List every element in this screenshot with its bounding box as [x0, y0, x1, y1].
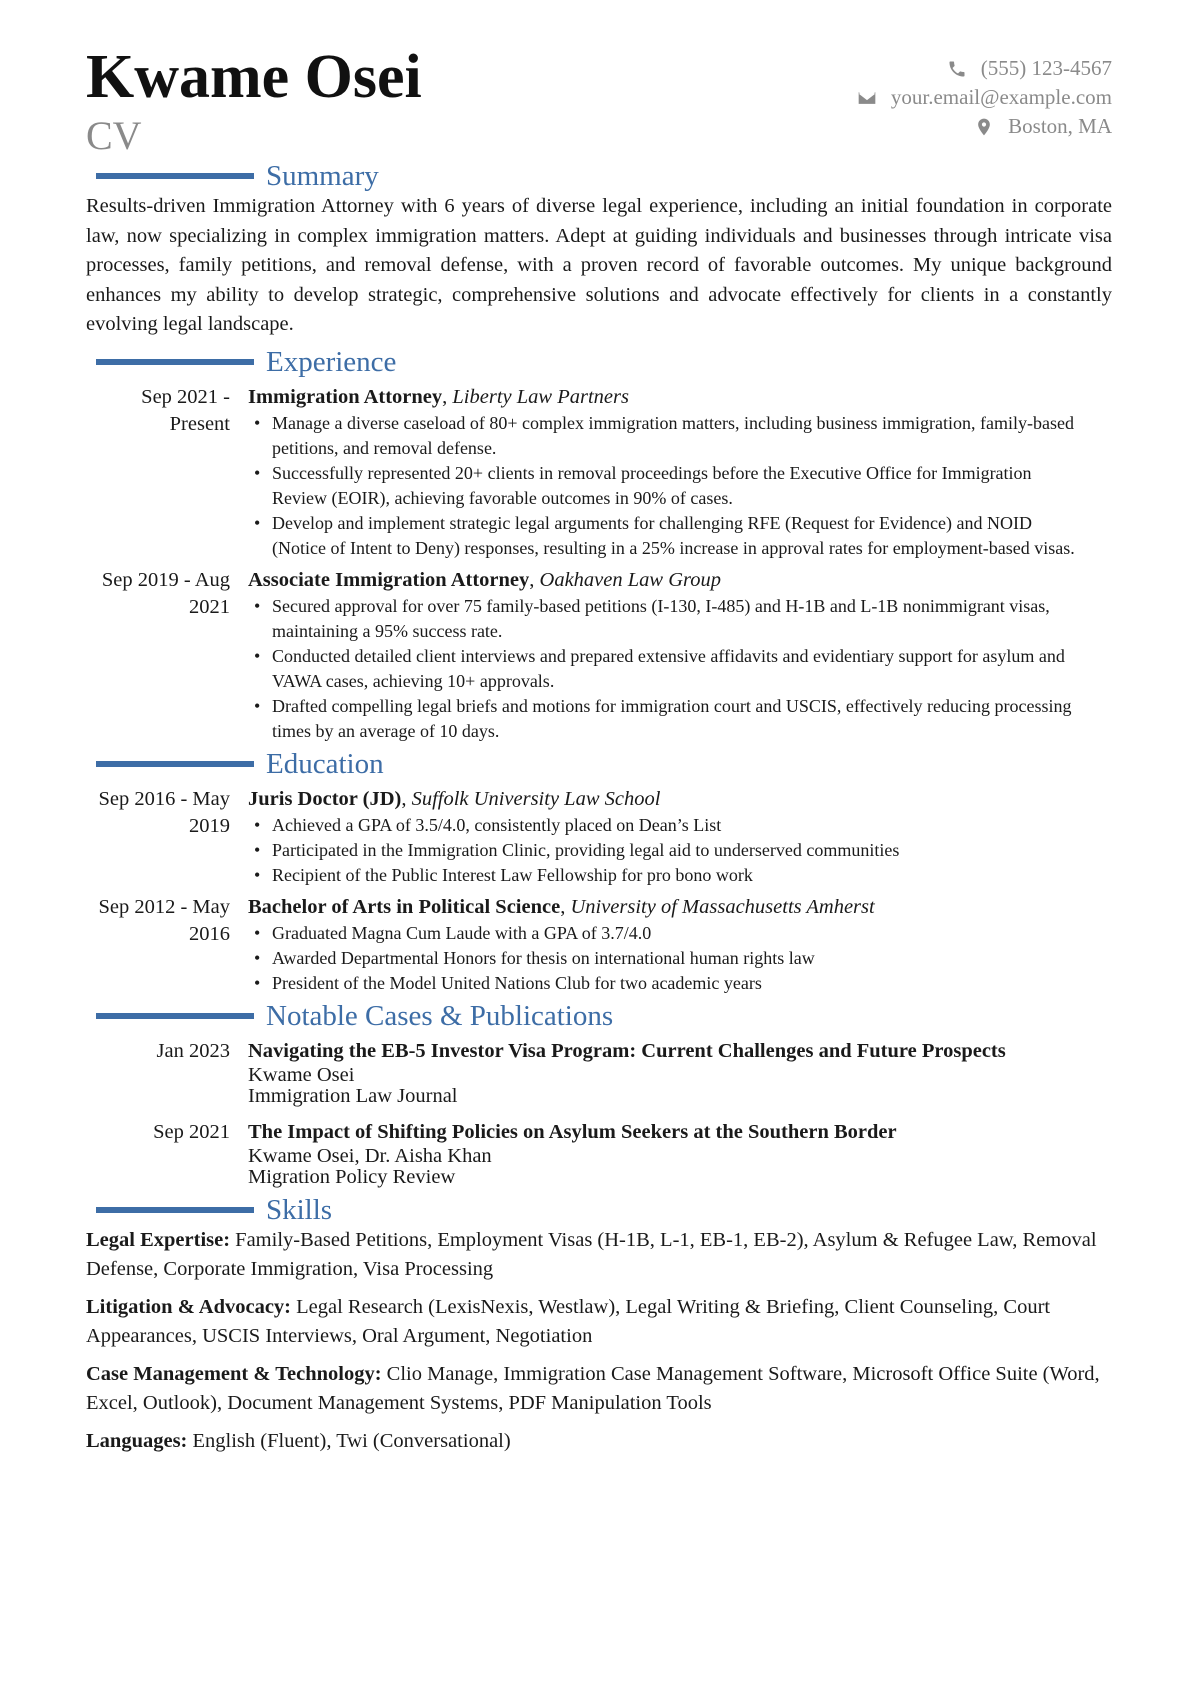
- bullet-item: • Recipient of the Public Interest Law Fellowship for pro bono work: [248, 863, 1112, 888]
- email-link[interactable]: your.email@example.com: [890, 85, 1112, 109]
- section-title: Education: [266, 747, 384, 780]
- skill-label: Languages:: [86, 1429, 188, 1452]
- entry-date: Sep 2019 - Aug 2021: [101, 568, 230, 618]
- bullet-item: • Participated in the Immigration Clinic, providing legal aid to underserved communities: [248, 838, 1112, 863]
- entry-separator: ,: [442, 385, 453, 408]
- summary-heading: [86, 160, 1112, 192]
- experience-heading: [86, 346, 1112, 378]
- map-pin-icon: [974, 117, 994, 137]
- entry-organization: Suffolk University Law School: [411, 787, 661, 810]
- contact-location: [857, 112, 1112, 141]
- entry-content: [248, 567, 1112, 744]
- summary-text: Results-driven Immigration Attorney with 6 years of diverse legal experience, including an initial foundation in corporate law, now specializing in complex immigration matters. Adept at guiding individuals and businesses through intricate visa processes, family petitions, and removal defense, with a proven record of favorable outcomes. My unique background enhances my ability to develop strategic, comprehensive solutions and advocate effectively for clients in a constantly evolving legal landscape.: [86, 195, 1112, 335]
- section-rule: [96, 359, 254, 365]
- person-name: Kwame Osei: [86, 43, 422, 111]
- bullet-item: • Conducted detailed client interviews and prepared extensive affidavits and evidentiary support for asylum and VAWA cases, achieving 10+ approvals.: [248, 644, 1112, 694]
- publication-venue: Immigration Law Journal: [248, 1084, 458, 1107]
- entry-title: [248, 567, 1112, 594]
- bullet-item: • Achieved a GPA of 3.5/4.0, consistently placed on Dean’s List: [248, 813, 1112, 838]
- entry-role: Immigration Attorney: [248, 385, 443, 408]
- entry-title: [248, 384, 1112, 411]
- publication-authors: Kwame Osei, Dr. Aisha Khan: [248, 1144, 492, 1167]
- skills-heading: [86, 1194, 1112, 1226]
- entry-bullets: [248, 594, 1112, 744]
- entry-title: [248, 894, 1112, 921]
- bullet-item: • Drafted compelling legal briefs and motions for immigration court and USCIS, effectively reducing processing times by an average of 10 days.: [248, 694, 1112, 744]
- envelope-icon: [857, 88, 877, 108]
- document-subtitle: CV: [86, 113, 142, 158]
- experience-entry: [86, 567, 1112, 744]
- skill-text: English (Fluent), Twi (Conversational): [192, 1429, 511, 1452]
- publication-date: Jan 2023: [156, 1039, 230, 1062]
- skill-group: [86, 1427, 1112, 1456]
- skill-label: Litigation & Advocacy:: [86, 1295, 291, 1318]
- cv-page: [86, 40, 1112, 1465]
- publication-entry: [86, 1119, 1112, 1188]
- skill-group: [86, 1226, 1112, 1284]
- skill-group: [86, 1293, 1112, 1351]
- publication-content: [248, 1038, 1112, 1107]
- bullet-item: • Successfully represented 20+ clients in removal proceedings before the Executive Office for Immigration Review (EOIR), achieving favorable outcomes in 90% of cases.: [248, 461, 1112, 511]
- entry-role: Juris Doctor (JD): [248, 787, 402, 810]
- entry-bullets: [248, 921, 1112, 996]
- section-rule: [96, 1013, 254, 1019]
- education-heading: [86, 748, 1112, 780]
- skill-text: Legal Research (LexisNexis, Westlaw), Legal Writing & Briefing, Client Counseling, Court Appearances, USCIS Interviews, Oral Argument, Negotiation: [86, 1295, 1051, 1347]
- entry-organization: University of Massachusetts Amherst: [570, 895, 875, 918]
- entry-content: [248, 384, 1112, 561]
- entry-separator: ,: [529, 568, 540, 591]
- publications-heading: [86, 1000, 1112, 1032]
- bullet-item: • Develop and implement strategic legal arguments for challenging RFE (Request for Evidence) and NOID (Notice of Intent to Deny) responses, resulting in a 25% increase in approval rates for employment-based visas.: [248, 511, 1112, 561]
- skill-group: [86, 1360, 1112, 1418]
- phone-icon: [947, 59, 967, 79]
- contact-phone: [857, 54, 1112, 83]
- phone-text: (555) 123-4567: [980, 56, 1112, 80]
- entry-organization: Liberty Law Partners: [452, 385, 629, 408]
- publications-list: [86, 1038, 1112, 1188]
- education-list: [86, 786, 1112, 996]
- entry-organization: Oakhaven Law Group: [539, 568, 721, 591]
- entry-role: Bachelor of Arts in Political Science: [248, 895, 561, 918]
- entry-date: Sep 2012 - May 2016: [98, 895, 230, 945]
- bullet-item: • Graduated Magna Cum Laude with a GPA of 3.7/4.0: [248, 921, 1112, 946]
- publication-date: Sep 2021: [153, 1120, 230, 1143]
- entry-bullets: [248, 813, 1112, 888]
- bullet-item: • Secured approval for over 75 family-based petitions (I-130, I-485) and H-1B and L-1B nonimmigrant visas, maintaining a 95% success rate.: [248, 594, 1112, 644]
- entry-date: Sep 2021 - Present: [141, 385, 230, 435]
- entry-content: [248, 786, 1112, 888]
- section-title: Summary: [266, 160, 379, 192]
- publication-title: Navigating the EB-5 Investor Visa Program: Current Challenges and Future Prospects: [248, 1039, 1006, 1062]
- publication-venue: Migration Policy Review: [248, 1165, 456, 1188]
- entry-separator: ,: [401, 787, 412, 810]
- bullet-item: • Awarded Departmental Honors for thesis on international human rights law: [248, 946, 1112, 971]
- entry-content: [248, 894, 1112, 996]
- skills-list: [86, 1226, 1112, 1456]
- location-text: Boston, MA: [1008, 114, 1112, 138]
- publication-content: [248, 1119, 1112, 1188]
- skill-label: Case Management & Technology:: [86, 1362, 382, 1385]
- entry-title: [248, 786, 1112, 813]
- experience-entry: [86, 384, 1112, 561]
- skill-text: Family-Based Petitions, Employment Visas (H-1B, L-1, EB-1, EB-2), Asylum & Refugee Law, Removal Defense, Corporate Immigration, Visa Processing: [86, 1228, 1097, 1280]
- section-title: Experience: [266, 345, 397, 378]
- publication-authors: Kwame Osei: [248, 1063, 355, 1086]
- entry-separator: ,: [560, 895, 571, 918]
- experience-list: [86, 384, 1112, 744]
- skill-text: Clio Manage, Immigration Case Management Software, Microsoft Office Suite (Word, Excel, Outlook), Document Management Systems, PDF Manipulation Tools: [86, 1362, 1100, 1414]
- bullet-item: • Manage a diverse caseload of 80+ complex immigration matters, including business immigration, family-based petitions, and removal defense.: [248, 411, 1112, 461]
- section-rule: [96, 1207, 254, 1213]
- section-title: Notable Cases & Publications: [266, 999, 614, 1032]
- publication-entry: [86, 1038, 1112, 1107]
- section-title: Skills: [266, 1193, 333, 1226]
- header: [86, 40, 1112, 158]
- education-entry: [86, 786, 1112, 888]
- education-entry: [86, 894, 1112, 996]
- skill-label: Legal Expertise:: [86, 1228, 231, 1251]
- contact-block: [857, 54, 1112, 141]
- entry-date: Sep 2016 - May 2019: [98, 787, 230, 837]
- entry-role: Associate Immigration Attorney: [248, 568, 530, 591]
- bullet-item: • President of the Model United Nations Club for two academic years: [248, 971, 1112, 996]
- section-rule: [96, 173, 254, 179]
- section-rule: [96, 761, 254, 767]
- publication-title: The Impact of Shifting Policies on Asylum Seekers at the Southern Border: [248, 1120, 897, 1143]
- contact-email: [857, 83, 1112, 112]
- entry-bullets: [248, 411, 1112, 561]
